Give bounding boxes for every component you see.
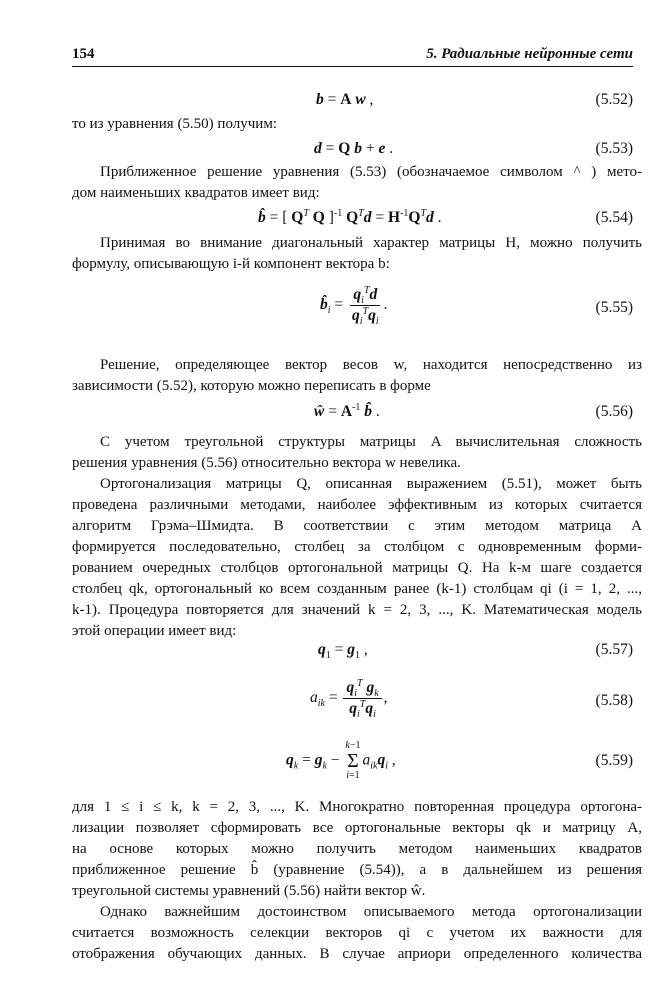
paragraph <box>72 162 642 204</box>
text-line: Решение, определяющее вектор весов w, находится непосредственно из <box>100 357 642 373</box>
chapter-title: 5. Радиальные нейронные сети <box>426 46 633 62</box>
equation-5-58: $a_{ik}$ = $\frac{q_i^T g_k}{q_i^Tq_i}$ , <box>310 677 388 721</box>
text-line: столбец qk, ортогональный ко всем созданным ранее (k-1) столбцам qi (i = 1, 2, ..., <box>72 581 642 597</box>
text-line: решения уравнения (5.56) относительно вектора w невелика. <box>72 455 461 471</box>
text-line: зависимости (5.52), которую можно переписать в форме <box>72 378 431 394</box>
text-line: проведена различными методами, наиболее эффективным из которых считается <box>72 497 642 513</box>
equation-5-57: $q_1 = g_1$ , <box>318 641 368 662</box>
text-line: Приближенное решение уравнения (5.53) (обозначаемое символом ^ ) мето- <box>100 164 642 180</box>
paragraph <box>72 797 642 902</box>
text-line: то из уравнения (5.50) получим: <box>72 116 277 132</box>
equation-5-53: d = Q b + e . <box>314 140 394 157</box>
equation-number: (5.59) <box>595 752 633 769</box>
text-line: приближенное решение b̂ (уравнение (5.54)), а в дальнейшем из решения <box>72 862 642 878</box>
text-line: k-1). Процедура повторяется для значений k = 2, 3, ..., K. Математическая модель <box>72 602 642 618</box>
paragraph <box>72 355 642 397</box>
text-line: для 1 ≤ i ≤ k, k = 2, 3, ..., K. Многократно повторенная процедура ортогона- <box>72 799 642 815</box>
text-line: Однако важнейшим достоинством описываемого метода ортогонализации <box>100 904 642 920</box>
paragraph <box>72 114 642 135</box>
text-line: на основе которых можно получить методом наименьших квадратов <box>72 841 642 857</box>
text-line: треугольной системы уравнений (5.56) найти вектор ŵ. <box>72 883 426 899</box>
equation-number: (5.53) <box>595 140 633 157</box>
text-line: формируется последовательно, столбец за столбцом с одновременным форми- <box>72 539 642 555</box>
equation-5-56: ŵ = $A^{-1}$ b̂ . <box>314 401 380 420</box>
text-line: Ортогонализация матрицы Q, описанная выражением (5.51), может быть <box>100 476 642 492</box>
paragraph <box>72 233 642 275</box>
text-line: формулу, описывающую i-й компонент вектора b: <box>72 256 390 272</box>
equation-number: (5.58) <box>595 692 633 709</box>
text-line: С учетом треугольной структуры матрицы A вычислительная сложность <box>100 434 642 450</box>
equation-number: (5.54) <box>595 209 633 226</box>
paragraph <box>72 474 642 642</box>
paragraph <box>72 902 642 965</box>
equation-number: (5.55) <box>595 299 633 316</box>
equation-5-55: $b̂_i$ = $\frac{q_i^Td}{q_i^Tq_i}$ . <box>320 284 388 328</box>
text-line: рованием очередных столбцов ортогональной матрицы Q. На k-м шаге создается <box>72 560 642 576</box>
running-header <box>72 42 633 67</box>
page-number: 154 <box>72 46 95 62</box>
text-line: Принимая во внимание диагональный характер матрицы H, можно получить <box>100 235 642 251</box>
text-line: алгоритм Грэма–Шмидта. В соответствии с этим методом матрица A <box>72 518 642 534</box>
equation-5-54: b̂ = [ $Q^T$ Q ]$^{-1}$ $Q^Td = H^{-1}Q^Td$ . <box>258 207 442 226</box>
text-line: считается возможность селекции векторов qi с учетом их важности для <box>72 925 642 941</box>
equation-number: (5.57) <box>595 641 633 658</box>
text-line: лизации позволяет сформировать все ортогональные векторы qk и матрицу A, <box>72 820 642 836</box>
equation-5-52: b = A w , <box>316 91 374 108</box>
text-line: этой операции имеет вид: <box>72 623 237 639</box>
equation-5-59: $q_k = g_k$ − k−1 Σ i=1 $a_{ik}q_i$ , <box>286 740 396 781</box>
paragraph <box>72 432 642 474</box>
equation-number: (5.52) <box>595 91 633 108</box>
text-line: отображения обучающих данных. В случае априори определенного количества <box>72 946 642 962</box>
text-line: дом наименьших квадратов имеет вид: <box>72 185 320 201</box>
equation-number: (5.56) <box>595 403 633 420</box>
